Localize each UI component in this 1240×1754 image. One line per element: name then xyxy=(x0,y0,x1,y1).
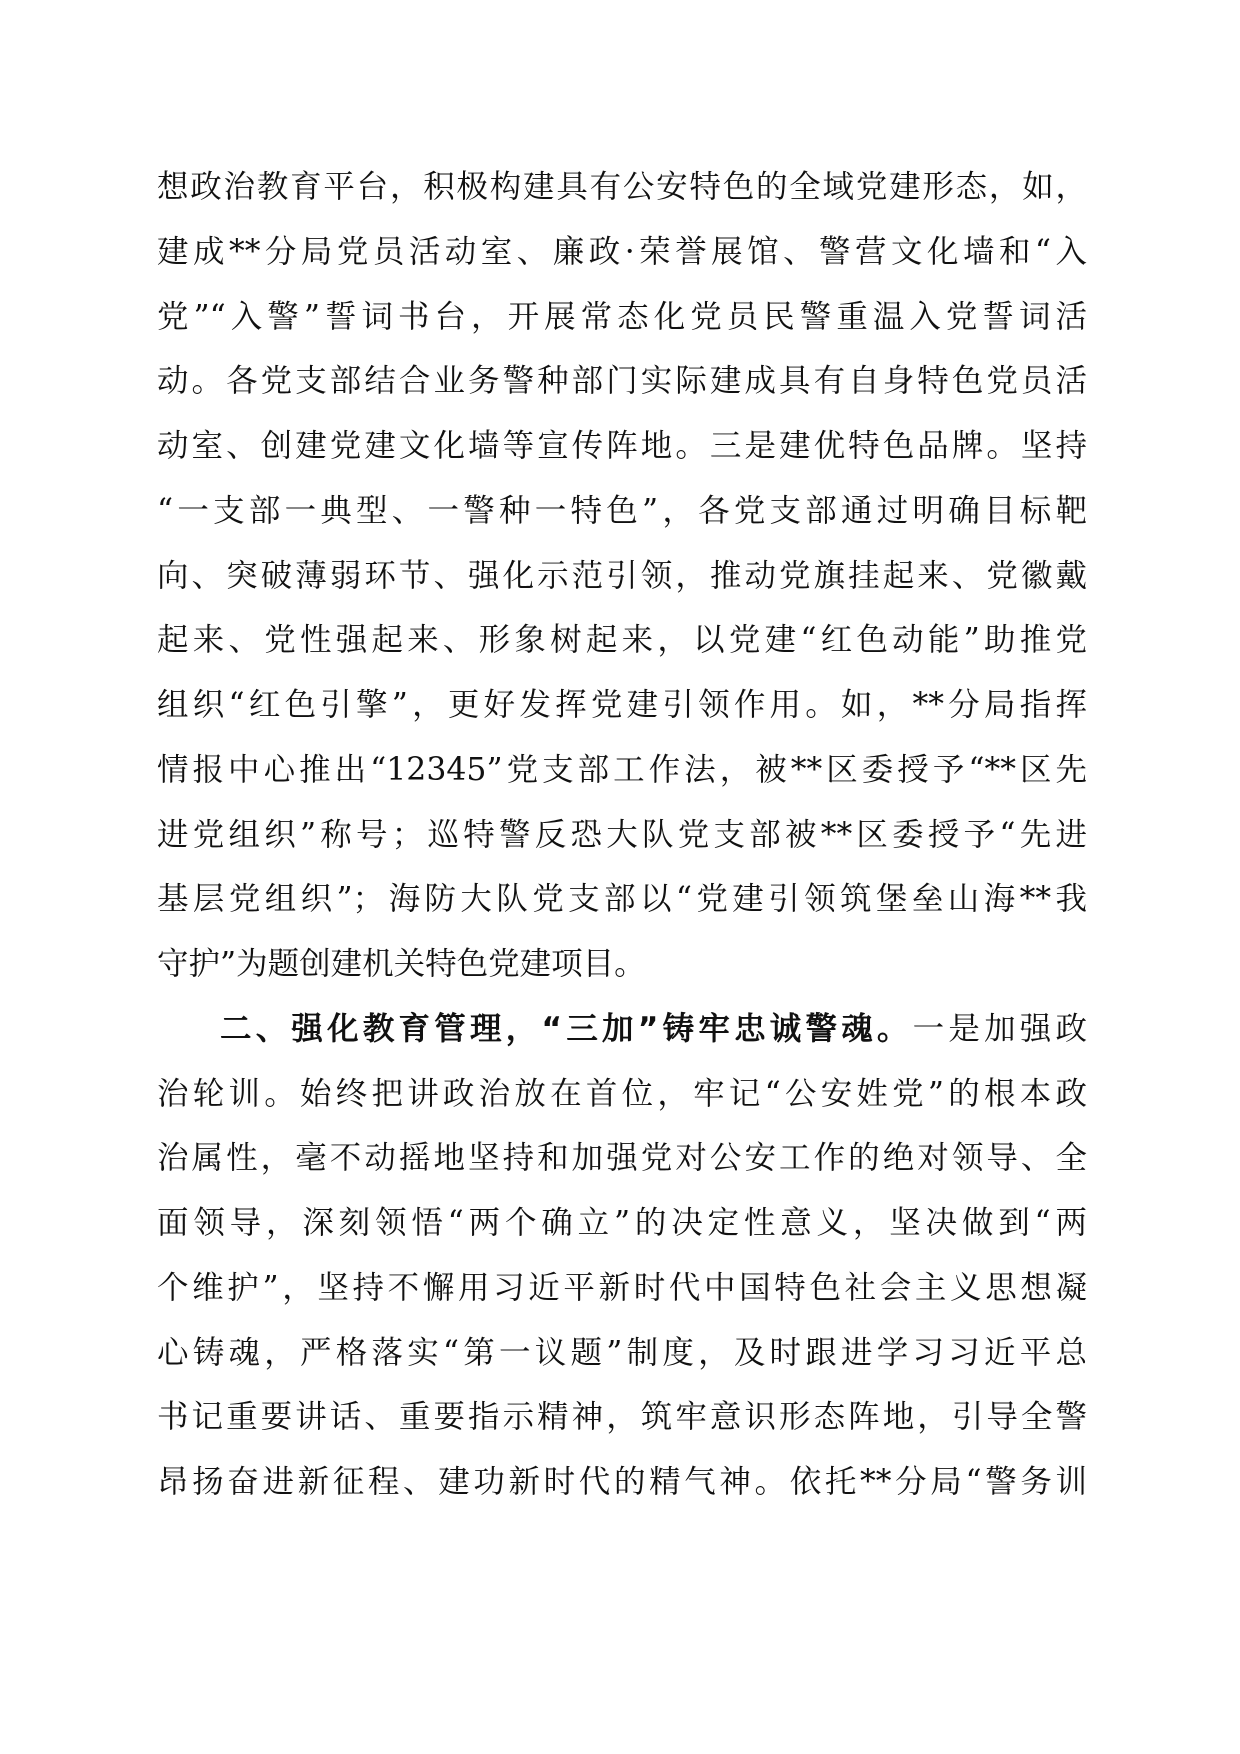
text-line: 治轮训。始终把讲政治放在首位，牢记“公安姓党”的根本政 xyxy=(157,1075,1087,1112)
text-line: 个维护”，坚持不懈用习近平新时代中国特色社会主义思想凝 xyxy=(157,1269,1087,1306)
text-line-rest: 一是加强政 xyxy=(912,1010,1087,1047)
text-line: 治属性，毫不动摇地坚持和加强党对公安工作的绝对领导、全 xyxy=(157,1140,1087,1177)
text-line: 书记重要讲话、重要指示精神，筑牢意识形态阵地，引导全警 xyxy=(157,1399,1087,1436)
text-line: 昂扬奋进新征程、建功新时代的精气神。依托**分局“警务训 xyxy=(157,1464,1087,1500)
text-line: 想政治教育平台，积极构建具有公安特色的全域党建形态，如， xyxy=(157,169,1087,205)
text-line: 心铸魂，严格落实“第一议题”制度，及时跟进学习习近平总 xyxy=(157,1334,1087,1371)
text-line: 建成**分局党员活动室、廉政·荣誉展馆、警营文化墙和“入 xyxy=(157,233,1087,270)
text-line: 组织“红色引擎”，更好发挥党建引领作用。如，**分局指挥 xyxy=(157,687,1087,723)
text-line: 起来、党性强起来、形象树起来，以党建“红色动能”助推党 xyxy=(157,622,1087,659)
paragraph-1 xyxy=(157,155,1087,997)
text-line: 动。各党支部结合业务警种部门实际建成具有自身特色党员活 xyxy=(157,363,1087,400)
text-line: 守护”为题创建机关特色党建项目。 xyxy=(157,946,646,982)
text-line: 党”“入警”誓词书台，开展常态化党员民警重温入党誓词活 xyxy=(157,298,1087,335)
text-line: 情报中心推出“12345”党支部工作法，被**区委授予“**区先 xyxy=(157,751,1087,788)
text-line: “一支部一典型、一警种一特色”，各党支部通过明确目标靶 xyxy=(157,492,1087,529)
text-line: 基层党组织”；海防大队党支部以“党建引领筑堡垒山海**我 xyxy=(157,881,1087,918)
paragraph-2 xyxy=(157,997,1087,1515)
section-heading: 二、强化教育管理，“三加”铸牢忠诚警魂。 xyxy=(220,1010,913,1047)
text-line: 动室、创建党建文化墙等宣传阵地。三是建优特色品牌。坚持 xyxy=(157,428,1087,464)
text-line: 向、突破薄弱环节、强化示范引领，推动党旗挂起来、党徽戴 xyxy=(157,557,1087,594)
document-body xyxy=(157,155,1087,1515)
section-heading-line xyxy=(157,997,1087,1062)
text-line: 进党组织”称号；巡特警反恐大队党支部被**区委授予“先进 xyxy=(157,816,1087,853)
text-line: 面领导，深刻领悟“两个确立”的决定性意义，坚决做到“两 xyxy=(157,1205,1087,1241)
